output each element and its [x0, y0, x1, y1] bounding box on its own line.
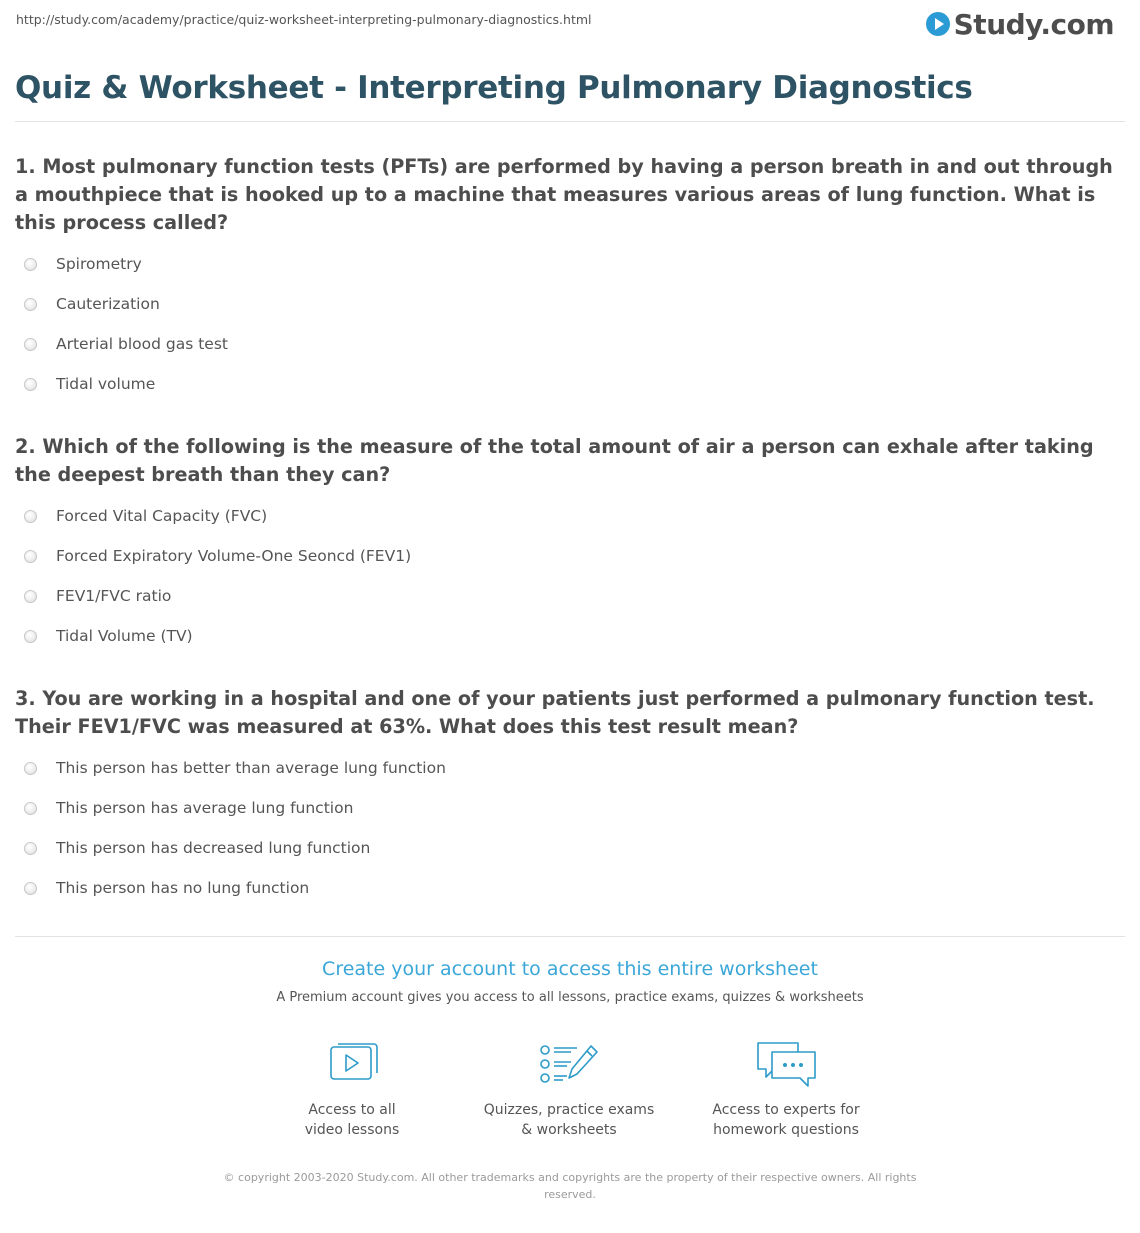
radio-button[interactable]: [24, 298, 37, 311]
title-divider: [15, 121, 1125, 122]
answer-option[interactable]: [15, 364, 228, 404]
radio-button[interactable]: [24, 762, 37, 775]
radio-button[interactable]: [24, 882, 37, 895]
option-label: FEV1/FVC ratio: [56, 587, 172, 605]
radio-button[interactable]: [24, 550, 37, 563]
answer-option[interactable]: [15, 788, 446, 828]
radio-button[interactable]: [24, 338, 37, 351]
radio-button[interactable]: [24, 802, 37, 815]
feature-video-lessons: [242, 1040, 462, 1140]
question-3: 3. You are working in a hospital and one of your patients just performed a pulmonary function test. Their FEV1/FVC was measured at 63%. What does this test result mean?: [15, 687, 1095, 738]
feature-label-line: & worksheets: [521, 1122, 617, 1138]
cta-divider: [15, 936, 1125, 937]
logo-text: Study.com: [953, 7, 1114, 41]
radio-button[interactable]: [24, 590, 37, 603]
radio-button[interactable]: [24, 842, 37, 855]
feature-experts: [676, 1040, 896, 1140]
option-label: This person has decreased lung function: [56, 839, 371, 857]
video-lessons-icon: [320, 1040, 384, 1088]
answer-option[interactable]: [15, 576, 411, 616]
option-label: Tidal volume: [56, 375, 156, 393]
radio-button[interactable]: [24, 258, 37, 271]
copyright-footer: © copyright 2003-2020 Study.com. All other trademarks and copyrights are the property of their respective owners. All rights reserved.: [223, 1171, 917, 1201]
question-2: 2. Which of the following is the measure of the total amount of air a person can exhale after taking the deepest breath than they can?: [15, 435, 1094, 486]
header-bar: [0, 0, 1140, 52]
answer-option[interactable]: [15, 284, 228, 324]
feature-label-line: video lessons: [304, 1122, 400, 1138]
chat-bubbles-icon: [754, 1040, 818, 1088]
feature-label-line: Access to experts for: [712, 1102, 860, 1118]
option-label: Cauterization: [56, 295, 160, 313]
option-label: This person has better than average lung function: [56, 759, 446, 777]
create-account-link[interactable]: Create your account to access this entire worksheet: [322, 958, 818, 980]
question-3-options: [15, 748, 446, 908]
page-title: Quiz & Worksheet - Interpreting Pulmonary Diagnostics: [15, 70, 973, 106]
answer-option[interactable]: [15, 244, 228, 284]
answer-option[interactable]: [15, 748, 446, 788]
page-url: http://study.com/academy/practice/quiz-worksheet-interpreting-pulmonary-diagnostics.html: [16, 12, 592, 27]
answer-option[interactable]: [15, 868, 446, 908]
feature-quizzes: [459, 1040, 679, 1140]
quiz-checklist-icon: [537, 1040, 601, 1088]
question-1-options: [15, 244, 228, 404]
radio-button[interactable]: [24, 378, 37, 391]
option-label: Forced Expiratory Volume-One Seoncd (FEV1): [56, 547, 412, 565]
option-label: Forced Vital Capacity (FVC): [56, 507, 268, 525]
option-label: Tidal Volume (TV): [56, 627, 193, 645]
answer-option[interactable]: [15, 536, 411, 576]
answer-option[interactable]: [15, 496, 411, 536]
play-logo-icon: [926, 12, 950, 36]
radio-button[interactable]: [24, 510, 37, 523]
feature-label-line: homework questions: [713, 1122, 859, 1138]
feature-label-line: Quizzes, practice exams: [483, 1102, 655, 1118]
option-label: Spirometry: [56, 255, 142, 273]
answer-option[interactable]: [15, 324, 228, 364]
answer-option[interactable]: [15, 828, 446, 868]
cta-subtitle: A Premium account gives you access to all lessons, practice exams, quizzes & worksheets: [276, 990, 864, 1005]
feature-label-line: Access to all: [308, 1102, 396, 1118]
question-1: 1. Most pulmonary function tests (PFTs) are performed by having a person breath in and out through a mouthpiece that is hooked up to a machine that measures various areas of lung function. What is this process called?: [15, 155, 1113, 234]
option-label: This person has no lung function: [56, 879, 310, 897]
answer-option[interactable]: [15, 616, 411, 656]
question-2-options: [15, 496, 411, 656]
radio-button[interactable]: [24, 630, 37, 643]
option-label: This person has average lung function: [56, 799, 354, 817]
option-label: Arterial blood gas test: [56, 335, 228, 353]
study-logo[interactable]: [926, 6, 1114, 42]
